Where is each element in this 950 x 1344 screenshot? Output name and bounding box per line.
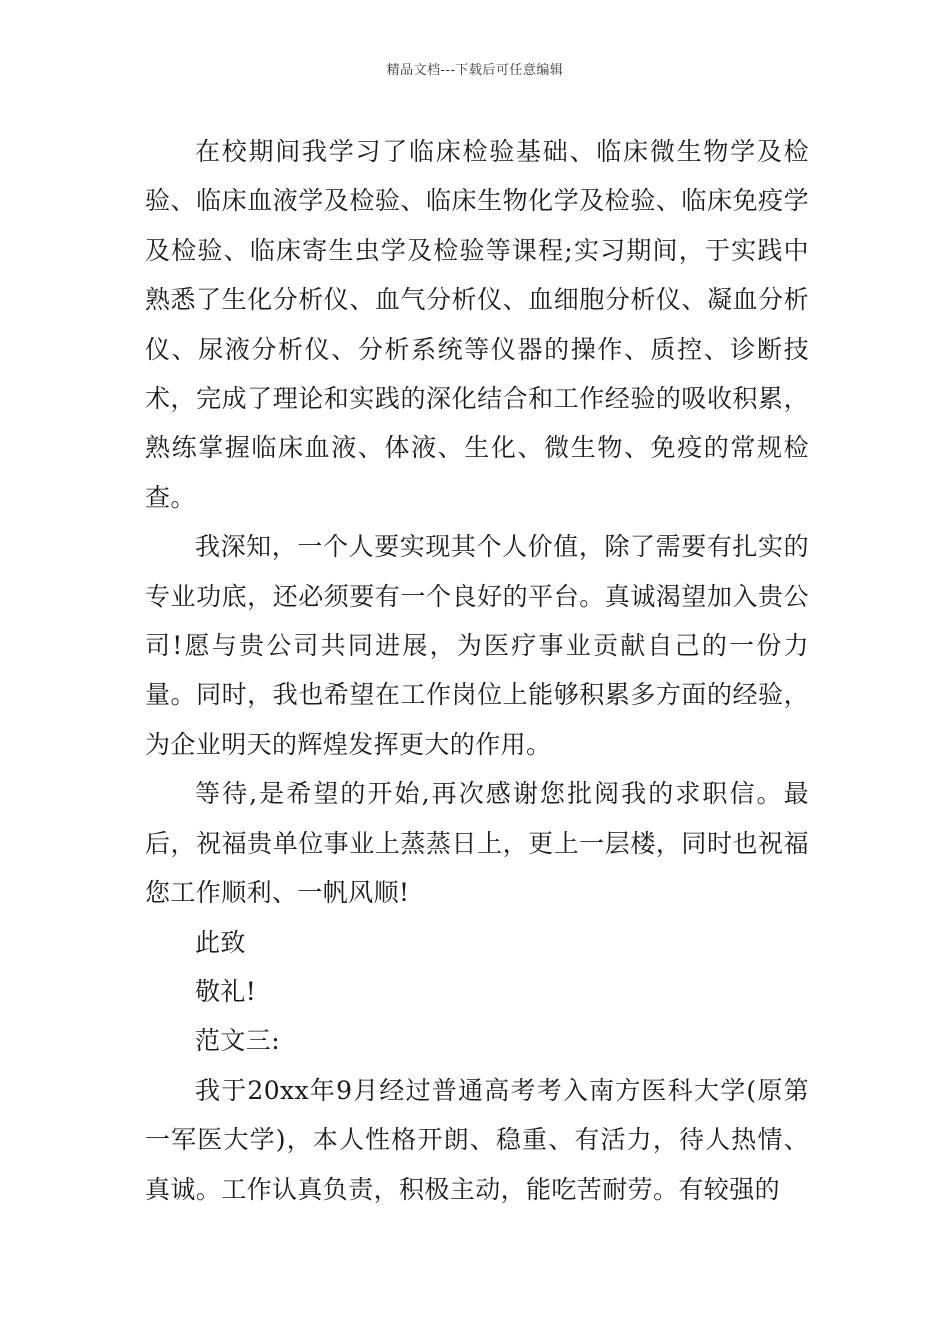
section-title: 范文三: — [195, 1026, 281, 1056]
closing-regards: 敬礼! — [195, 976, 257, 1006]
document-body — [145, 127, 809, 1214]
page-header: 精品文档---下载后可任意编辑 — [386, 63, 564, 78]
paragraph-courses: 在校期间我学习了临床检验基础、临床微生物学及检验、临床血液学及检验、临床生物化学及检验、临床免疫学及检验、临床寄生虫学及检验等课程;实习期间，于实践中熟悉了生化分析仪、血气分析仪、血细胞分析仪、凝血分析仪、尿液分析仪、分析系统等仪器的操作、质控、诊断技术，完成了理论和实践的深化结合和工作经验的吸收积累，熟练掌握临床血液、体液、生化、微生物、免疫的常规检查。 — [145, 137, 809, 512]
paragraph-motivation: 我深知，一个人要实现其个人价值，除了需要有扎实的专业功底，还必须要有一个良好的平台。真诚渴望加入贵公司!愿与贵公司共同进展，为医疗事业贡献自己的一份力量。同时，我也希望在工作岗位上能够积累多方面的经验，为企业明天的辉煌发挥更大的作用。 — [145, 532, 809, 759]
paragraph-introduction: 我于20xx年9月经过普通高考考入南方医科大学(原第一军医大学)，本人性格开朗、稳重、有活力，待人热情、真诚。工作认真负责，积极主动，能吃苦耐劳。有较强的 — [145, 1075, 809, 1204]
closing-salutation: 此致 — [195, 927, 246, 957]
paragraph-thanks: 等待,是希望的开始,再次感谢您批阅我的求职信。最后，祝福贵单位事业上蒸蒸日上，更上一层楼，同时也祝福您工作顺利、一帆风顺! — [145, 779, 809, 908]
